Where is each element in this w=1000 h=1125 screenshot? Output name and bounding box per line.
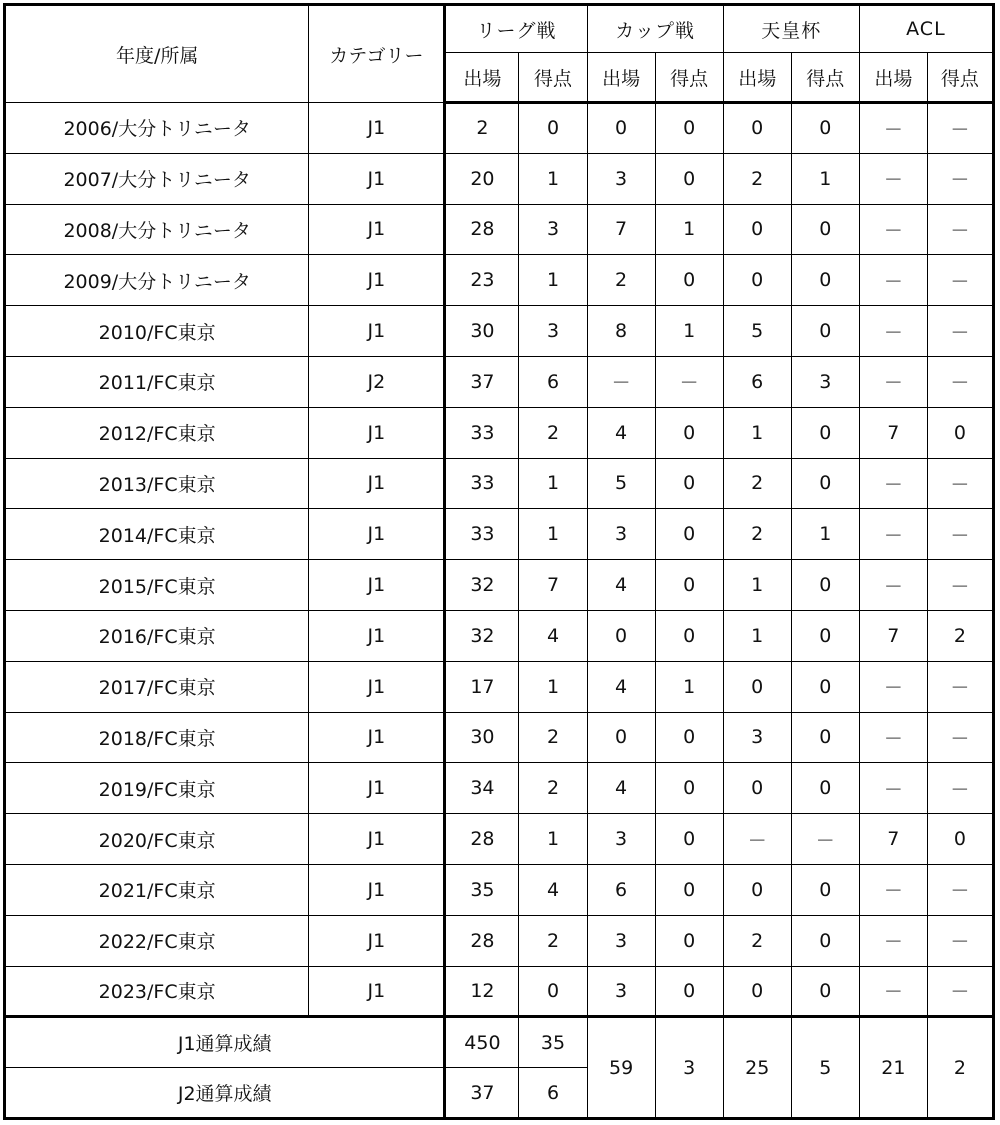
header-emperor-apps: 出場 (723, 53, 791, 103)
cell-cup-apps: 3 (587, 509, 655, 560)
cell-year-club: 2022/FC東京 (5, 915, 309, 966)
cell-cup-goals: 0 (655, 458, 723, 509)
header-acl-apps: 出場 (859, 53, 927, 103)
cell-acl-apps: － (859, 356, 927, 407)
cell-emperor-goals: 0 (791, 661, 859, 712)
header-emperor-goals: 得点 (791, 53, 859, 103)
cell-year-club: 2013/FC東京 (5, 458, 309, 509)
table-row (5, 509, 994, 560)
cell-category: J1 (309, 712, 445, 763)
cell-acl-apps: － (859, 458, 927, 509)
cell-cup-apps: 6 (587, 864, 655, 915)
cell-category: J1 (309, 864, 445, 915)
cell-acl-apps: － (859, 103, 927, 154)
cell-league-goals: 4 (519, 864, 587, 915)
cell-emperor-apps: 0 (723, 103, 791, 154)
cell-cup-apps: 4 (587, 560, 655, 611)
cell-league-apps: 33 (445, 458, 519, 509)
cell-category: J2 (309, 356, 445, 407)
header-cup-goals: 得点 (655, 53, 723, 103)
cell-category: J1 (309, 407, 445, 458)
cell-league-goals: 2 (519, 763, 587, 814)
table-row (5, 407, 994, 458)
cell-league-apps: 12 (445, 966, 519, 1017)
cell-league-goals: 1 (519, 255, 587, 306)
cell-league-apps: 28 (445, 814, 519, 865)
cell-league-goals: 0 (519, 103, 587, 154)
cell-year-club: 2015/FC東京 (5, 560, 309, 611)
cell-cup-apps: 7 (587, 204, 655, 255)
cell-acl-goals: － (927, 458, 993, 509)
cell-league-goals: 7 (519, 560, 587, 611)
cell-cup-apps: 5 (587, 458, 655, 509)
cell-year-club: 2017/FC東京 (5, 661, 309, 712)
cell-league-goals: 0 (519, 966, 587, 1017)
table-row (5, 560, 994, 611)
cell-acl-goals: － (927, 204, 993, 255)
cell-acl-apps: － (859, 560, 927, 611)
cell-league-goals: 3 (519, 306, 587, 357)
header-year-club: 年度/所属 (5, 5, 309, 103)
cell-cup-goals: 1 (655, 661, 723, 712)
table-row (5, 966, 994, 1017)
cell-acl-apps: － (859, 204, 927, 255)
cell-emperor-apps: 2 (723, 915, 791, 966)
cell-year-club: 2008/大分トリニータ (5, 204, 309, 255)
table-row (5, 661, 994, 712)
table-row (5, 103, 994, 154)
cell-acl-goals: － (927, 509, 993, 560)
cell-cup-goals: 0 (655, 103, 723, 154)
table-row (5, 458, 994, 509)
table-header (5, 5, 994, 103)
cell-acl-apps: － (859, 661, 927, 712)
cell-cup-goals: 0 (655, 814, 723, 865)
cell-league-apps: 33 (445, 509, 519, 560)
cell-league-goals: 6 (519, 356, 587, 407)
cell-cup-goals: 0 (655, 864, 723, 915)
cell-league-apps: 17 (445, 661, 519, 712)
stats-table (3, 3, 995, 1120)
cell-cup-goals: 0 (655, 915, 723, 966)
cell-cup-goals: 1 (655, 306, 723, 357)
cell-category: J1 (309, 255, 445, 306)
cell-year-club: 2021/FC東京 (5, 864, 309, 915)
cell-emperor-apps: 0 (723, 255, 791, 306)
total-cup-apps: 59 (587, 1017, 655, 1119)
cell-emperor-apps: 1 (723, 560, 791, 611)
cell-acl-apps: － (859, 509, 927, 560)
cell-acl-apps: － (859, 864, 927, 915)
total-emperor-apps: 25 (723, 1017, 791, 1119)
total-emperor-goals: 5 (791, 1017, 859, 1119)
cell-league-apps: 28 (445, 204, 519, 255)
cell-emperor-apps: 2 (723, 153, 791, 204)
cell-cup-apps: 8 (587, 306, 655, 357)
cell-acl-apps: － (859, 763, 927, 814)
cell-league-apps: 33 (445, 407, 519, 458)
table-row (5, 864, 994, 915)
cell-acl-goals: 2 (927, 610, 993, 661)
cell-league-goals: 1 (519, 661, 587, 712)
j2-total-league-goals: 6 (519, 1068, 587, 1119)
cell-emperor-goals: 0 (791, 458, 859, 509)
cell-year-club: 2010/FC東京 (5, 306, 309, 357)
cell-category: J1 (309, 204, 445, 255)
cell-emperor-goals: 0 (791, 763, 859, 814)
cell-acl-apps: － (859, 915, 927, 966)
table-row (5, 306, 994, 357)
cell-league-apps: 20 (445, 153, 519, 204)
cell-acl-goals: 0 (927, 407, 993, 458)
cell-category: J1 (309, 661, 445, 712)
table-row (5, 814, 994, 865)
cell-emperor-apps: 0 (723, 204, 791, 255)
cell-year-club: 2018/FC東京 (5, 712, 309, 763)
cell-emperor-goals: 0 (791, 407, 859, 458)
cell-acl-goals: － (927, 306, 993, 357)
cell-category: J1 (309, 610, 445, 661)
cell-emperor-goals: － (791, 814, 859, 865)
header-emperor: 天皇杯 (723, 5, 859, 53)
season-rows (5, 103, 994, 1017)
cell-cup-apps: 3 (587, 966, 655, 1017)
cell-year-club: 2011/FC東京 (5, 356, 309, 407)
cell-emperor-apps: 0 (723, 966, 791, 1017)
cell-category: J1 (309, 814, 445, 865)
cell-category: J1 (309, 458, 445, 509)
cell-emperor-apps: 2 (723, 509, 791, 560)
cell-acl-goals: － (927, 966, 993, 1017)
cell-cup-apps: 2 (587, 255, 655, 306)
cell-category: J1 (309, 153, 445, 204)
cell-cup-apps: 3 (587, 153, 655, 204)
cell-category: J1 (309, 763, 445, 814)
cell-year-club: 2023/FC東京 (5, 966, 309, 1017)
table-row (5, 763, 994, 814)
cell-emperor-apps: 0 (723, 763, 791, 814)
cell-acl-apps: － (859, 153, 927, 204)
cell-category: J1 (309, 966, 445, 1017)
table-row (5, 255, 994, 306)
cell-cup-goals: 0 (655, 610, 723, 661)
cell-cup-goals: 0 (655, 763, 723, 814)
cell-category: J1 (309, 306, 445, 357)
cell-emperor-apps: 3 (723, 712, 791, 763)
cell-emperor-apps: 5 (723, 306, 791, 357)
cell-cup-apps: 4 (587, 763, 655, 814)
cell-category: J1 (309, 915, 445, 966)
cell-cup-apps: 3 (587, 814, 655, 865)
table-row (5, 204, 994, 255)
cell-cup-apps: 4 (587, 661, 655, 712)
header-league-goals: 得点 (519, 53, 587, 103)
header-cup: カップ戦 (587, 5, 723, 53)
cell-cup-goals: 0 (655, 966, 723, 1017)
j1-total-label: J1通算成績 (5, 1017, 445, 1068)
cell-cup-apps: 4 (587, 407, 655, 458)
header-category: カテゴリー (309, 5, 445, 103)
cell-league-apps: 30 (445, 712, 519, 763)
cell-cup-goals: 0 (655, 509, 723, 560)
header-league-apps: 出場 (445, 53, 519, 103)
cell-emperor-apps: － (723, 814, 791, 865)
cell-acl-goals: － (927, 661, 993, 712)
cell-year-club: 2007/大分トリニータ (5, 153, 309, 204)
cell-league-apps: 30 (445, 306, 519, 357)
cell-year-club: 2020/FC東京 (5, 814, 309, 865)
cell-league-goals: 2 (519, 712, 587, 763)
cell-cup-goals: 0 (655, 407, 723, 458)
cell-acl-apps: － (859, 255, 927, 306)
cell-cup-goals: 0 (655, 153, 723, 204)
cell-league-goals: 1 (519, 814, 587, 865)
cell-emperor-goals: 1 (791, 153, 859, 204)
cell-acl-apps: 7 (859, 814, 927, 865)
cell-emperor-goals: 1 (791, 509, 859, 560)
cell-year-club: 2019/FC東京 (5, 763, 309, 814)
cell-emperor-apps: 0 (723, 661, 791, 712)
cell-league-apps: 34 (445, 763, 519, 814)
cell-acl-goals: － (927, 356, 993, 407)
cell-year-club: 2016/FC東京 (5, 610, 309, 661)
cell-emperor-apps: 2 (723, 458, 791, 509)
cell-emperor-goals: 0 (791, 560, 859, 611)
cell-cup-goals: 1 (655, 204, 723, 255)
cell-emperor-goals: 0 (791, 103, 859, 154)
cell-emperor-goals: 3 (791, 356, 859, 407)
cell-acl-goals: － (927, 763, 993, 814)
cell-acl-goals: － (927, 712, 993, 763)
cell-emperor-goals: 0 (791, 712, 859, 763)
cell-acl-goals: － (927, 255, 993, 306)
cell-emperor-apps: 0 (723, 864, 791, 915)
cell-acl-goals: － (927, 153, 993, 204)
cell-cup-apps: 0 (587, 712, 655, 763)
header-acl: ACL (859, 5, 993, 53)
header-league: リーグ戦 (445, 5, 587, 53)
table-row (5, 610, 994, 661)
cell-emperor-goals: 0 (791, 915, 859, 966)
cell-emperor-apps: 1 (723, 610, 791, 661)
cell-acl-apps: 7 (859, 610, 927, 661)
cell-category: J1 (309, 560, 445, 611)
cell-year-club: 2012/FC東京 (5, 407, 309, 458)
cell-category: J1 (309, 509, 445, 560)
table-row (5, 356, 994, 407)
j1-total-league-apps: 450 (445, 1017, 519, 1068)
cell-cup-apps: 0 (587, 610, 655, 661)
cell-acl-goals: － (927, 864, 993, 915)
j2-total-league-apps: 37 (445, 1068, 519, 1119)
cell-cup-apps: 3 (587, 915, 655, 966)
cell-league-apps: 23 (445, 255, 519, 306)
header-cup-apps: 出場 (587, 53, 655, 103)
cell-league-goals: 1 (519, 153, 587, 204)
j1-total-league-goals: 35 (519, 1017, 587, 1068)
total-cup-goals: 3 (655, 1017, 723, 1119)
total-acl-goals: 2 (927, 1017, 993, 1119)
cell-acl-goals: － (927, 915, 993, 966)
cell-acl-goals: － (927, 560, 993, 611)
totals (5, 1017, 994, 1119)
cell-league-apps: 37 (445, 356, 519, 407)
cell-league-goals: 2 (519, 915, 587, 966)
cell-emperor-goals: 0 (791, 966, 859, 1017)
cell-league-goals: 1 (519, 509, 587, 560)
cell-league-apps: 32 (445, 560, 519, 611)
cell-cup-apps: 0 (587, 103, 655, 154)
cell-cup-goals: 0 (655, 560, 723, 611)
cell-year-club: 2014/FC東京 (5, 509, 309, 560)
cell-cup-goals: 0 (655, 712, 723, 763)
cell-category: J1 (309, 103, 445, 154)
cell-league-goals: 2 (519, 407, 587, 458)
cell-emperor-apps: 6 (723, 356, 791, 407)
cell-league-apps: 32 (445, 610, 519, 661)
cell-acl-apps: － (859, 712, 927, 763)
cell-acl-apps: － (859, 966, 927, 1017)
j2-total-label: J2通算成績 (5, 1068, 445, 1119)
cell-league-goals: 4 (519, 610, 587, 661)
cell-year-club: 2009/大分トリニータ (5, 255, 309, 306)
cell-cup-goals: － (655, 356, 723, 407)
total-acl-apps: 21 (859, 1017, 927, 1119)
cell-league-goals: 3 (519, 204, 587, 255)
cell-acl-apps: 7 (859, 407, 927, 458)
cell-emperor-goals: 0 (791, 610, 859, 661)
table-row (5, 915, 994, 966)
cell-year-club: 2006/大分トリニータ (5, 103, 309, 154)
cell-emperor-goals: 0 (791, 306, 859, 357)
cell-league-apps: 2 (445, 103, 519, 154)
cell-emperor-goals: 0 (791, 204, 859, 255)
cell-league-goals: 1 (519, 458, 587, 509)
cell-league-apps: 35 (445, 864, 519, 915)
cell-emperor-goals: 0 (791, 864, 859, 915)
header-acl-goals: 得点 (927, 53, 993, 103)
cell-league-apps: 28 (445, 915, 519, 966)
cell-cup-goals: 0 (655, 255, 723, 306)
cell-cup-apps: － (587, 356, 655, 407)
cell-acl-goals: － (927, 103, 993, 154)
table-row (5, 153, 994, 204)
table-row (5, 712, 994, 763)
cell-emperor-apps: 1 (723, 407, 791, 458)
cell-emperor-goals: 0 (791, 255, 859, 306)
cell-acl-apps: － (859, 306, 927, 357)
cell-acl-goals: 0 (927, 814, 993, 865)
